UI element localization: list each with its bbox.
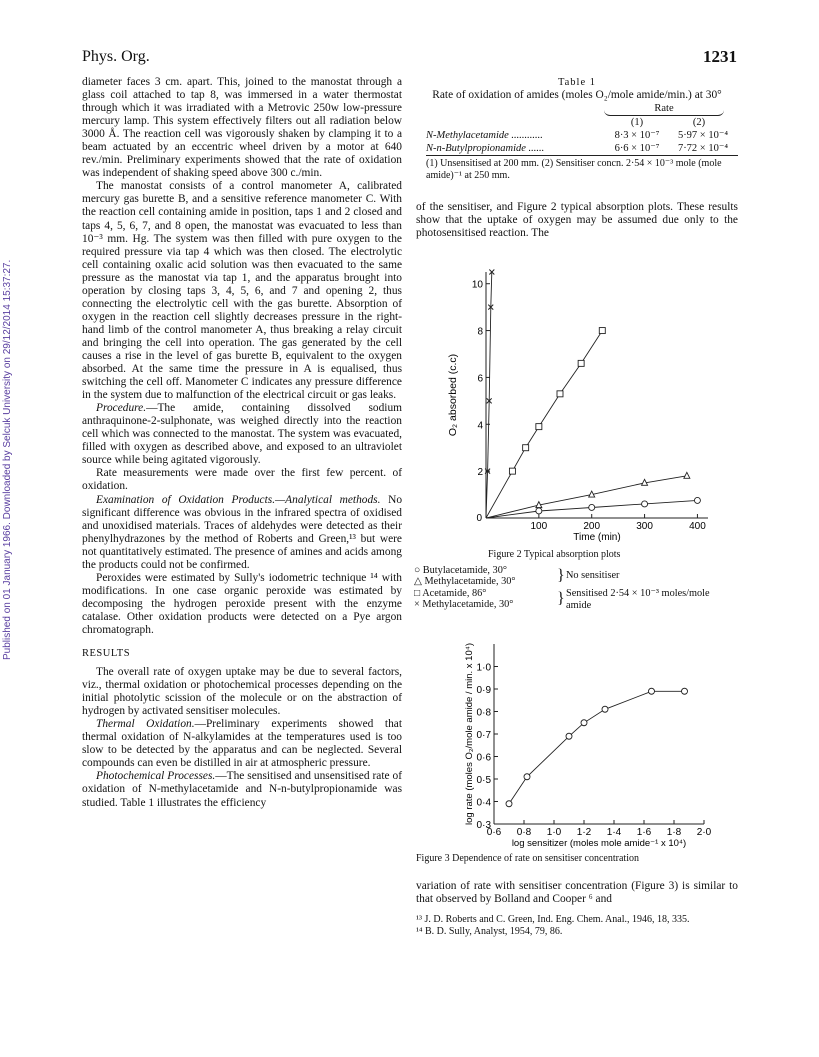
figure-3-chart [416,612,736,852]
y-tick-label: 4 [477,420,483,432]
legend-group-label: No sensitiser [566,570,620,581]
paragraph [82,402,402,467]
data-point [506,801,512,807]
y-tick-label: 0·3 [476,820,491,831]
legend-group-label: Sensitised 2·54 × 10⁻³ moles/mole amide [566,588,710,611]
data-point [684,472,690,478]
x-tick-label: 1·2 [576,827,592,838]
table-row [416,129,738,142]
paragraph: diameter faces 3 cm. apart. This, joined to the manostat through a glass coil attached to tap 8, was immersed in a water thermostat through which it was irradiated with a Metrovic 250w low-pressure mercury lamp. This system effectively filters out all radiation below 3000 Å. The reaction cell was vigorously shaken by clamping it to a beam actuated by an eccentric wheel driven by a motor at 640 rev./min. Preliminary experiments showed that the rate of oxidation was independent of shaking speed above 300 c./min. [82,76,402,180]
data-point [599,328,605,334]
paragraph: variation of rate with sensitiser concentration (Figure 3) is similar to that observed by Bolland and Cooper ⁶ and [416,880,738,905]
y-tick-label: 0·7 [476,730,491,741]
data-point [602,706,608,712]
y-tick-label: 6 [477,373,483,385]
figure-2-caption: Figure 2 Typical absorption plots [488,549,621,560]
legend-item-butylacetamide: ○ Butylacetamide, 30° [414,565,507,576]
data-point [536,424,542,430]
data-point [589,504,595,510]
data-point [649,688,655,694]
x-tick-label: 400 [689,521,706,532]
table-row [416,142,738,155]
data-point [566,733,572,739]
footnote-13: ¹³ J. D. Roberts and C. Green, Ind. Eng. Chem. Anal., 1946, 18, 335. [416,914,690,925]
x-tick-label: 0·8 [516,827,532,838]
paragraph: Rate measurements were made over the first few percent. of oxidation. [82,467,402,493]
run-in-heading: Examination of Oxidation Products.—Analytical methods. [96,493,381,506]
paragraph: The overall rate of oxygen uptake may be due to several factors, viz., thermal oxidation or photochemical processes depending on the initial photolytic scission of the molecule or on the abstraction of hydrogen by activated sensitiser molecules. [82,666,402,718]
y-tick-label: 0·9 [476,685,491,696]
run-in-heading: Photochemical Processes. [96,770,216,783]
table-cell: N-n-Butylpropionamide ...... [426,143,545,154]
table-cell: 7·72 × 10⁻⁴ [677,143,729,154]
run-in-heading: Procedure. [96,402,147,415]
legend-item-methylacetamide: △ Methylacetamide, 30° [414,576,516,587]
data-point [682,688,688,694]
series-line [509,691,685,804]
series-line [486,476,687,518]
x-axis-label: log sensitizer (moles mole amide⁻¹ x 10⁴) [511,838,687,849]
y-tick-label: 0·8 [476,707,491,719]
page-number: 1231 [703,47,737,66]
figure-3-plot [464,643,712,849]
paragraph-text: No significant difference was obvious in the infrared spectra of oxidised and unoxidised materials. Traces of aldehydes were detected as their phenylhydrazones by the method of Roberts and Green,¹³ but were not quantitatively estimated. The presence of amines and acids among the products could not be confirmed. [82,493,403,571]
paragraph [82,494,402,572]
y-tick-label: 8 [477,326,483,338]
table-cell: 6·6 × 10⁻⁷ [614,143,660,154]
table-footnote: (1) Unsensitised at 200 mm. (2) Sensitiser concn. 2·54 × 10⁻³ mole (mole amide)⁻¹ at 250 mm. [426,155,738,181]
table-cell: N-Methylacetamide ............ [426,130,543,141]
table-cell: 5·97 × 10⁻⁴ [677,130,729,141]
y-axis-label: O₂ absorbed (c.c) [447,353,459,437]
data-point [524,774,530,780]
paragraph: Peroxides were estimated by Sully's iodometric technique ¹⁴ with modifications. In one case organic peroxide was estimated by decomposing the hydrogen peroxide present with the enzyme catalase. Other oxidation products were detected on a Pye argon chromatograph. [82,571,402,636]
journal-header: Phys. Org. [82,48,150,65]
download-note: Published on 01 January 1966. Downloaded by Selcuk University on 29/12/2014 15:37:27. [2,259,13,660]
legend-item-acetamide: □ Acetamide, 86° [414,588,487,599]
data-point [694,497,700,503]
paragraph: of the sensitiser, and Figure 2 typical absorption plots. These results show that the uptake of oxygen may be assumed due only to the photosensitised reaction. The [416,201,738,239]
paragraph-text: —The amide, containing dissolved sodium anthraquinone-2-sulphonate, was weighed directly into the reaction cell which was connected to the manostat. The system was evacuated, filled with oxygen as described above, and exposed to an ultraviolet source while being agitated vigorously. [82,402,402,467]
data-point [557,391,563,397]
paragraph [82,718,402,770]
footnotes [416,914,738,937]
paragraph: The manostat consists of a control manometer A, calibrated mercury gas burette B, and a sensitive reference manometer C. With the reaction cell containing amide in position, taps 1 and 2 closed and taps 4, 5, 6, 7, and 8 open, the manostat was evacuated to less than 10⁻³ mm. Hg. The system was then filled with pure oxygen to the required pressure via tap 4 which was then closed. The electrolytic cell containing oxalic acid solution was then evacuated to the same pressure as the manostat via tap 1, and the apparatus brought into operation by closing taps 3, 4, 5, 6, and 7 and opening 2, thus connecting the electrolytic cell with the gas burette. Absorption of oxygen in the reaction cell slightly decreases pressure in the right-hand limb of the control manometer A, thus breaking a relay circuit and bringing the cell into operation. The gas generated by the cell causes a rise in the level of gas burette B, equivalent to the oxygen absorbed. At the same time the pressure in A is equalised, thus switching the cell off. Manometer C indicates any pressure difference in the system due to malfunction of the electrical circuit or gas leaks. [82,180,402,402]
data-point [523,445,529,451]
data-point [578,360,584,366]
table-caption: Table 1 [557,77,597,88]
table-col-headers [416,116,738,129]
x-tick-label: 100 [530,521,548,532]
section-heading: RESULTS [82,648,131,660]
y-tick-label: 2 [477,467,483,479]
figure-2-chart [416,262,736,562]
table-cell: 8·3 × 10⁻⁷ [614,130,660,141]
x-tick-label: 1·8 [666,827,682,838]
paragraph-text: —The sensitised and unsensitised rate of oxidation of N-methylacetamide and N-n-butylpropionamide was studied. Table 1 illustrates the efficiency [82,770,402,809]
x-tick-label: 1·6 [636,827,652,838]
data-point [642,501,648,507]
x-tick-label: 200 [583,521,601,532]
x-tick-label: 300 [636,521,653,532]
x-tick-label: 2·0 [696,827,712,838]
series-line [486,331,602,518]
figure-3-caption: Figure 3 Dependence of rate on sensitiser concentration [416,853,639,864]
paragraph-text: —Preliminary experiments showed that thermal oxidation of N-alkylamides at the temperatures used is too slow to be detected by the apparatus and can be neglected. Several compounds can even be distilled in air at atmospheric pressure. [82,718,402,770]
x-tick-label: 0·6 [486,827,502,838]
figure-2-plot [447,270,708,544]
y-tick-label: 1·0 [476,662,491,674]
legend-brace: } [557,590,565,607]
rate-header: Rate [604,102,724,116]
y-tick-label: 0·4 [476,797,491,809]
table-title: Rate of oxidation of amides (moles O₂/mole amide/min.) at 30° [432,89,722,101]
footnote-14: ¹⁴ B. D. Sully, Analyst, 1954, 79, 86. [416,925,563,937]
legend-brace: } [557,567,565,584]
left-column [82,76,402,810]
y-tick-label: 0·6 [476,752,491,764]
origin-label: 0 [476,513,482,524]
data-point [581,720,587,726]
col-header: (1) [630,117,644,128]
run-in-heading: Thermal Oxidation. [96,718,195,731]
col-header: (2) [692,117,706,128]
paragraph [82,770,402,809]
data-point [509,468,515,474]
y-tick-label: 10 [471,279,483,291]
right-column [416,76,738,240]
data-point [536,508,542,514]
y-tick-label: 0·5 [476,775,491,786]
x-axis-label: Time (min) [573,532,621,543]
x-tick-label: 1·4 [606,827,622,838]
x-tick-label: 1·0 [546,827,562,838]
legend-item-methylacetamide-sensitised: × Methylacetamide, 30° [414,599,514,610]
y-axis-label: log rate (moles O₂/mole amide / min. x 10⁴) [464,643,475,825]
download-watermark [0,0,14,1057]
